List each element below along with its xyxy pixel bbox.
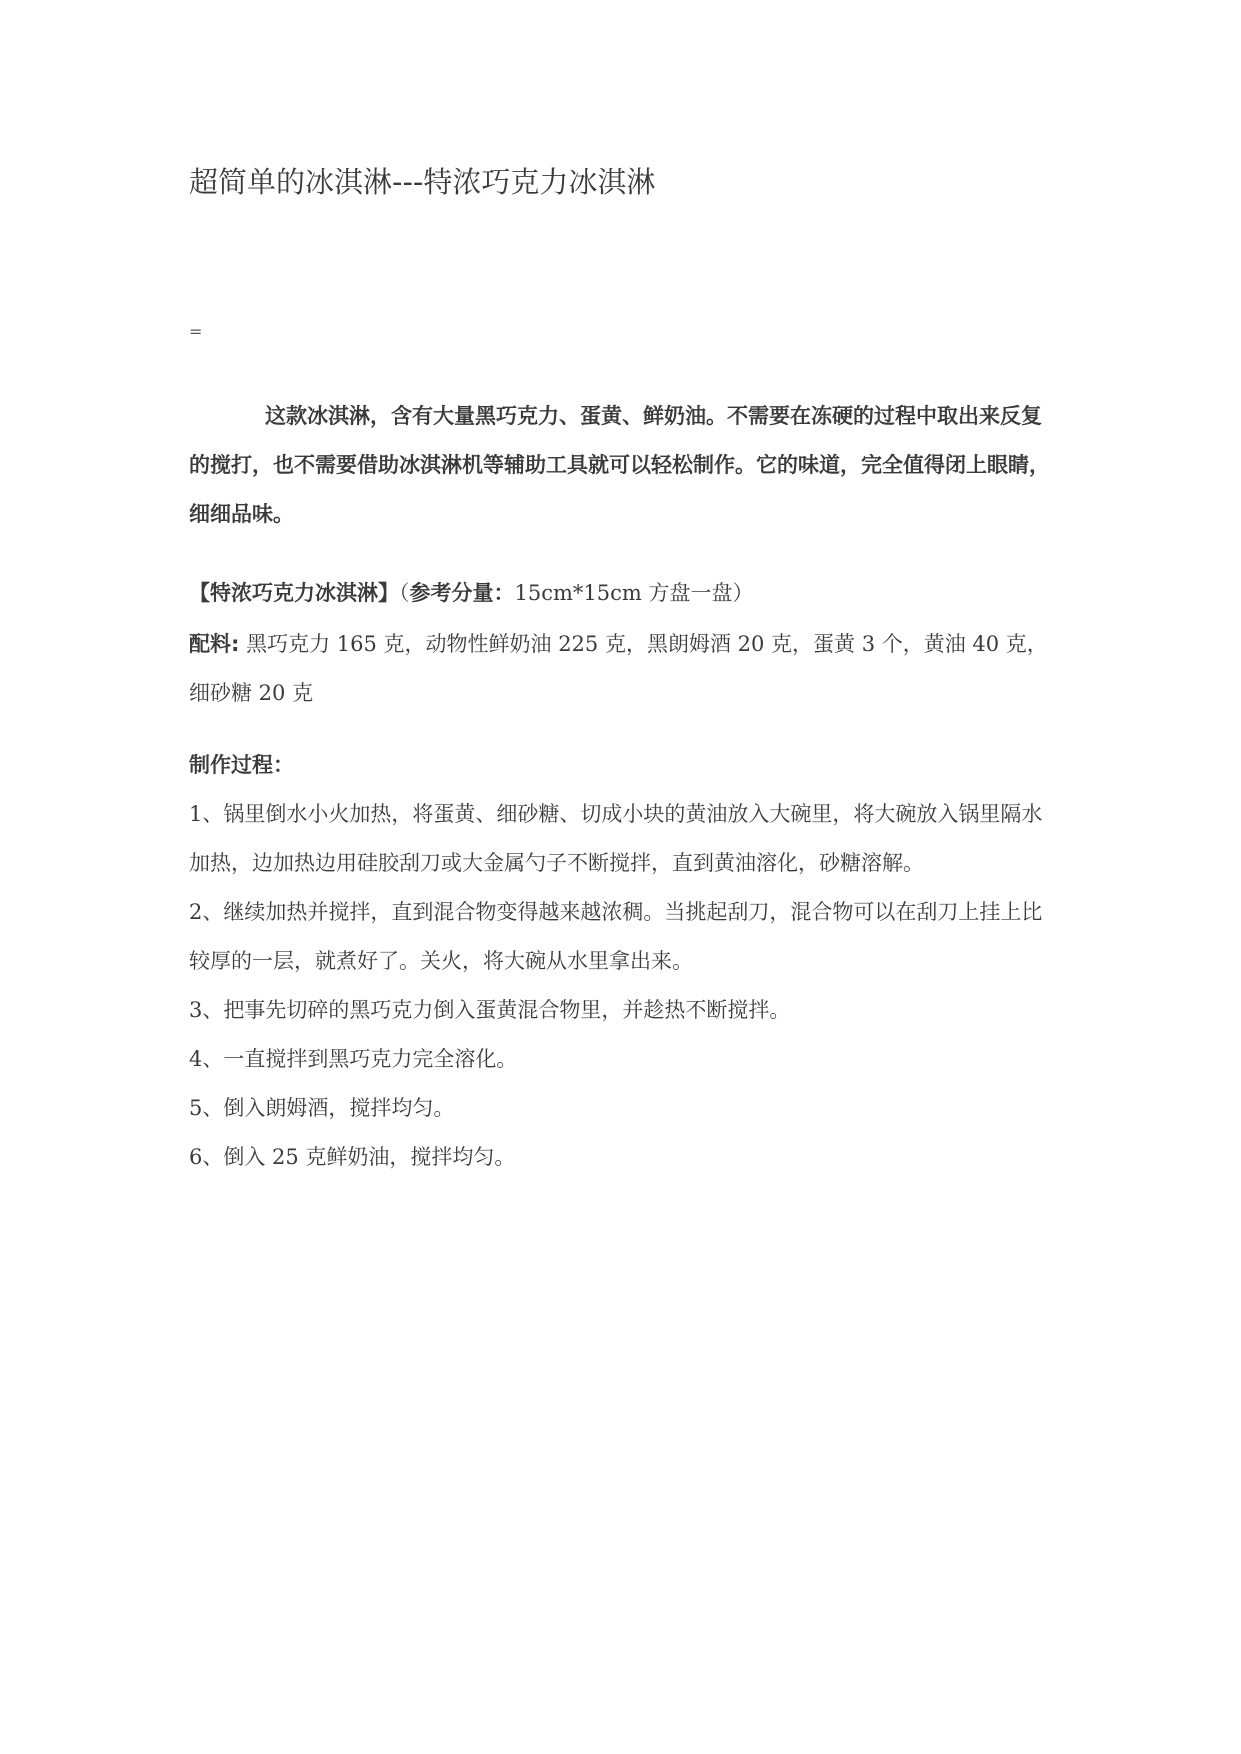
ingredients-paragraph <box>189 620 1059 718</box>
ingredients-text: 黑巧克力 165 克，动物性鲜奶油 225 克，黑朗姆酒 20 克，蛋黄 3 个，黄油 40 克，细砂糖 20 克 <box>189 632 1048 705</box>
step-item: 3、把事先切碎的黑巧克力倒入蛋黄混合物里，并趁热不断搅拌。 <box>189 998 791 1022</box>
step-item: 1、锅里倒水小火加热，将蛋黄、细砂糖、切成小块的黄油放入大碗里，将大碗放入锅里隔水加热，边加热边用硅胶刮刀或大金属勺子不断搅拌，直到黄油溶化，砂糖溶解。 <box>189 802 1043 875</box>
step-item: 2、继续加热并搅拌，直到混合物变得越来越浓稠。当挑起刮刀，混合物可以在刮刀上挂上比较厚的一层，就煮好了。关火，将大碗从水里拿出来。 <box>189 900 1043 973</box>
separator-mark: = <box>189 322 203 341</box>
method-title: 制作过程： <box>189 753 294 777</box>
reference-label: 参考分量： <box>409 581 515 605</box>
reference-value: 15cm*15cm 方盘一盘） <box>514 581 754 605</box>
reference-open: （ <box>399 581 410 605</box>
recipe-heading <box>189 578 753 608</box>
step-item: 5、倒入朗姆酒，搅拌均匀。 <box>189 1096 455 1120</box>
step-item: 6、倒入 25 克鲜奶油，搅拌均匀。 <box>189 1145 516 1169</box>
steps-list <box>189 790 1059 1182</box>
page-title: 超简单的冰淇淋---特浓巧克力冰淇淋 <box>189 165 656 199</box>
intro-paragraph: 这款冰淇淋，含有大量黑巧克力、蛋黄、鲜奶油。不需要在冻硬的过程中取出来反复的搅打，也不需要借助冰淇淋机等辅助工具就可以轻松制作。它的味道，完全值得闭上眼睛，细细品味。 <box>189 404 1050 526</box>
ingredients-label: 配料: <box>189 632 240 656</box>
recipe-name: 【特浓巧克力冰淇淋】 <box>189 581 399 605</box>
step-item: 4、一直搅拌到黑巧克力完全溶化。 <box>189 1047 518 1071</box>
